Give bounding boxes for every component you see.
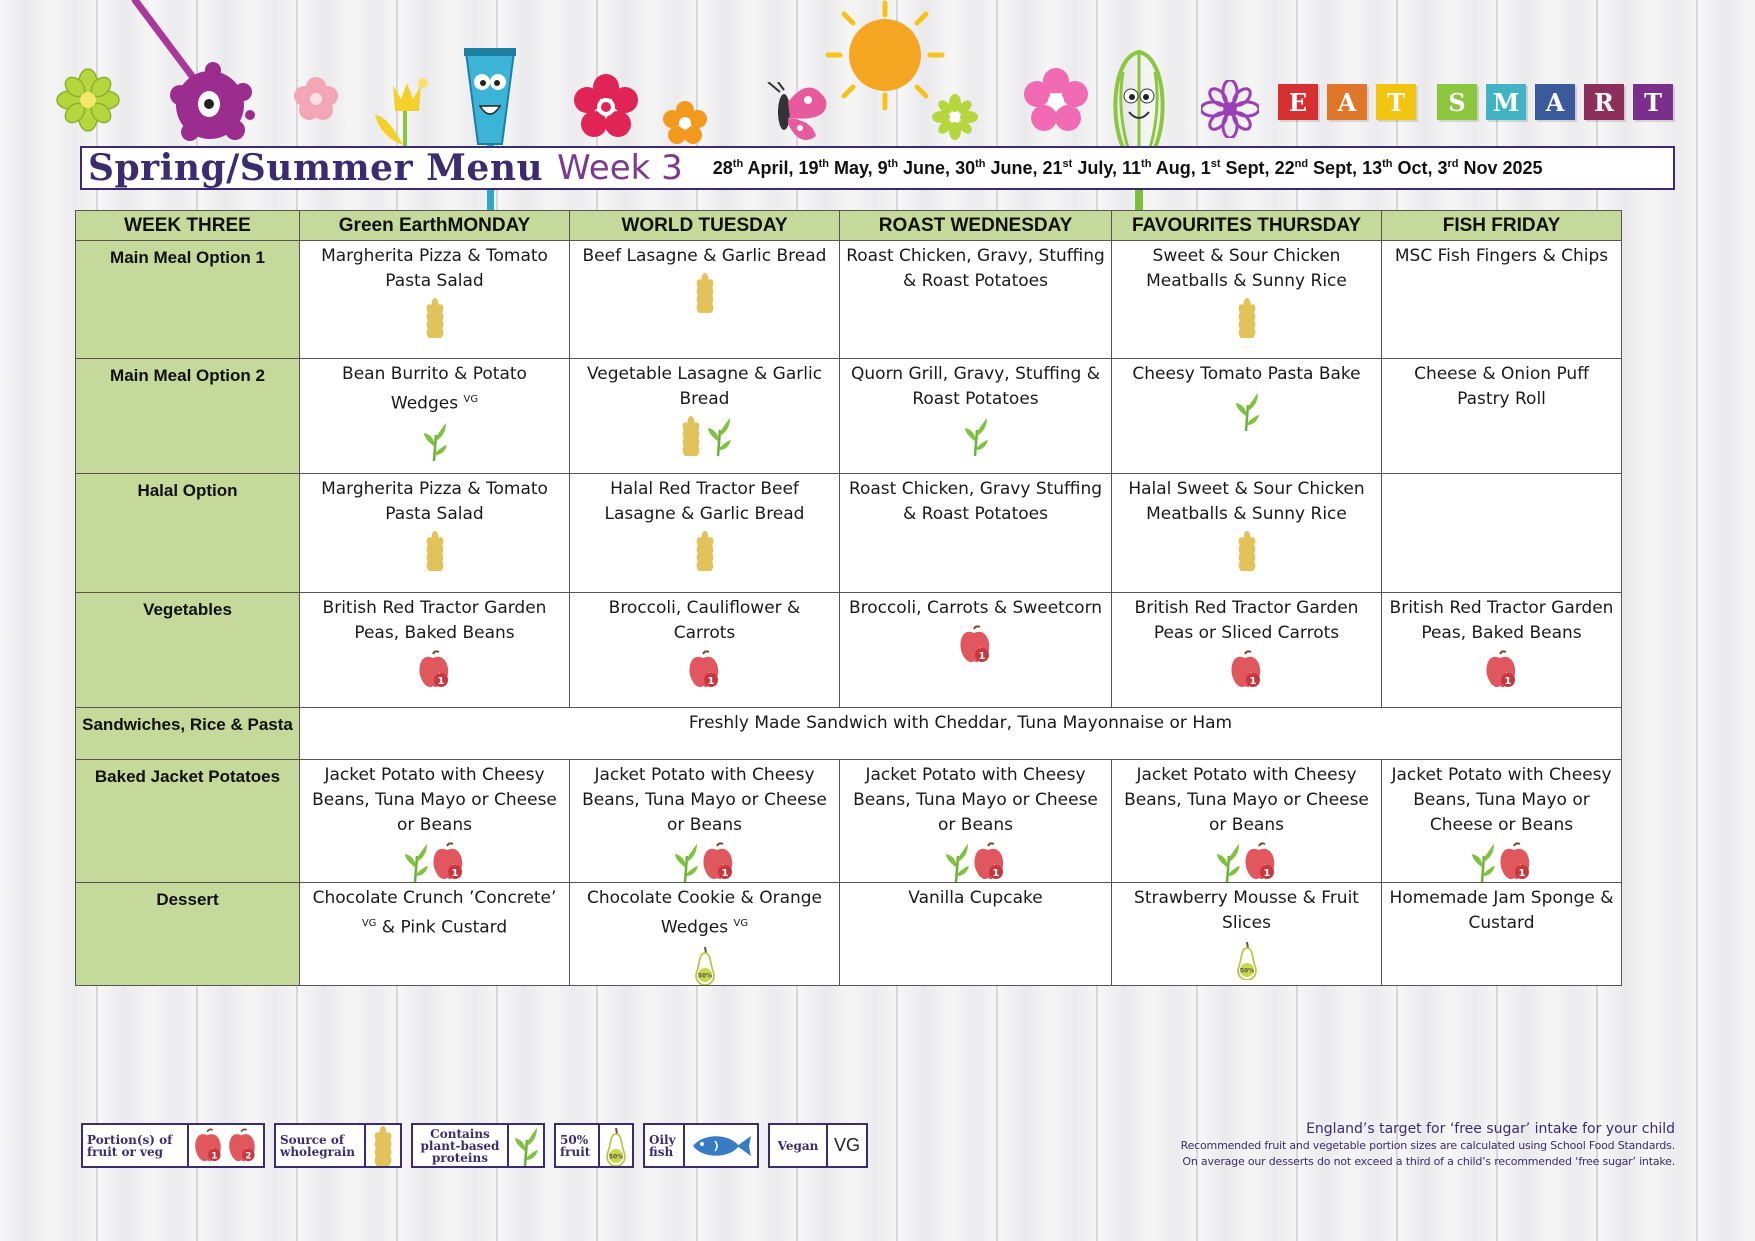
date-number: 30 [955,157,976,178]
menu-cell-monday [300,760,570,883]
menu-cell-wednesday [840,359,1112,474]
date-ordinal: th [1141,157,1152,170]
dish-name: Vegetable Lasagne & Garlic Bread [586,364,823,409]
dish-name: Sweet & Sour Chicken Meatballs & Sunny Rice [1146,246,1347,291]
fruit-portion-icon [1484,650,1520,690]
dish-name: Jacket Potato with Cheesy Beans, Tuna Mayo or Cheese or Beans [312,765,557,835]
row-label: Dessert [76,883,300,986]
dietary-icons [306,650,563,690]
legend [81,1123,868,1168]
dietary-icons [576,842,833,882]
dietary-icons [576,531,833,571]
vegan-marker: VG [361,918,377,929]
row-label: Vegetables [76,593,300,708]
dish-text [576,763,833,838]
legend-wholegrain [274,1123,402,1168]
svg-text:1: 1 [978,651,985,662]
plant-protein-icon [1234,391,1260,431]
dish-text [1388,763,1615,838]
menu-row [76,708,1622,760]
menu-cell-monday [300,359,570,474]
menu-cell-wednesday [840,241,1112,359]
wholegrain-icon [678,416,704,456]
vegan-marker: VG [733,918,749,929]
plant-protein-icon [422,421,448,461]
date-month: April, [743,157,799,178]
dish-name: Vanilla Cupcake [908,888,1043,908]
dish-text [576,244,833,269]
plant-protein-icon [1470,842,1496,882]
logo-letter-tile: T [1376,84,1416,120]
wholegrain-icon [692,273,718,313]
date-entry [1275,158,1363,178]
svg-text:1: 1 [707,676,714,687]
wholegrain-icon [370,1126,396,1166]
dish-text [306,763,563,838]
sugar-footnote [1115,1120,1675,1170]
plant-protein-icon [706,416,732,456]
dish-text [846,596,1105,621]
date-entry [1043,158,1123,178]
day-header-tuesday: WORLD TUESDAY [570,211,840,241]
menu-cell-monday [300,241,570,359]
dish-text [306,477,563,527]
dish-name: Chocolate Crunch ’Concrete’ [312,888,557,908]
tulip-yellow-icon [375,75,445,150]
dietary-icons [846,625,1105,665]
legend-plant-protein-label: Contains plant-based proteins [413,1125,509,1166]
dish-text [846,244,1105,294]
menu-cell-friday [1382,474,1622,593]
logo-letter-tile: A [1327,84,1367,120]
svg-text:1: 1 [1504,676,1511,687]
dietary-icons [576,650,833,690]
svg-text:2: 2 [245,1150,252,1161]
dish-text [306,886,563,941]
date-month: Nov 2025 [1458,157,1543,178]
legend-vegan [768,1123,868,1168]
plant-protein-icon [513,1126,539,1166]
week-label-header: WEEK THREE [76,211,300,241]
dish-text [846,886,1105,911]
menu-cell-tuesday [570,593,840,708]
dietary-icons [576,416,833,456]
legend-plant-protein [411,1123,545,1168]
date-entry [799,158,878,178]
date-entry [878,158,955,178]
menu-cell-monday [300,593,570,708]
legend-oily-fish [643,1123,759,1168]
logo-letter-tile: A [1535,84,1575,120]
pear-icon [1235,940,1259,980]
dish-text [1388,244,1615,269]
plant-protein-icon [944,842,970,882]
menu-cell-tuesday [570,474,840,593]
menu-cell-friday [1382,359,1622,474]
fruit-portion-icon [687,650,723,690]
fruit-portion-icon [972,842,1008,882]
dish-name: Halal Sweet & Sour Chicken Meatballs & Sunny Rice [1128,479,1365,524]
dish-text [1118,886,1375,936]
dietary-icons [306,531,563,571]
menu-cell-thursday [1112,760,1382,883]
dish-text [1388,886,1615,936]
date-month: June, [985,157,1043,178]
date-ordinal: st [1062,157,1073,170]
menu-cell-thursday [1112,359,1382,474]
date-month: May, [828,157,878,178]
date-entry [1201,158,1275,178]
dish-name: Chocolate Cookie & Orange Wedges [586,888,823,938]
wholegrain-icon [422,531,448,571]
flower-green-icon [56,68,120,132]
spatula-splat-icon [125,0,265,150]
menu-cell-friday [1382,883,1622,986]
dish-name: Margherita Pizza & Tomato Pasta Salad [321,246,548,291]
menu-cell-tuesday [570,359,840,474]
fruit-portion-icon [193,1128,225,1164]
row-label: Main Meal Option 1 [76,241,300,359]
wholegrain-icon [1234,531,1260,571]
date-ordinal: nd [1294,157,1309,170]
menu-cell-monday [300,474,570,593]
legend-oily-fish-label: Oily fish [645,1125,685,1166]
menu-cell-all-days: Freshly Made Sandwich with Cheddar, Tuna Mayonnaise or Ham [300,708,1622,760]
dietary-icons [1118,842,1375,882]
vegan-symbol: VG [833,1135,860,1155]
date-number: 9 [877,157,888,178]
date-ordinal: rd [1447,157,1459,170]
menu-cell-thursday [1112,593,1382,708]
fish-icon [689,1131,753,1161]
fruit-portion-icon [701,842,737,882]
dish-name: British Red Tractor Garden Peas, Baked Beans [322,598,547,643]
date-entry [713,158,799,178]
menu-cell-thursday [1112,241,1382,359]
menu-cell-wednesday [840,883,1112,986]
date-month: July, [1072,157,1122,178]
wholegrain-icon [692,531,718,571]
dish-name: Roast Chicken, Gravy Stuffing & Roast Potatoes [848,479,1103,524]
dietary-icons [306,421,563,461]
legend-fruit-veg [81,1123,265,1168]
svg-text:1: 1 [1263,868,1270,879]
wholegrain-icon [422,298,448,338]
dish-name: Halal Red Tractor Beef Lasagne & Garlic Bread [604,479,805,524]
dish-text [1118,244,1375,294]
row-label: Baked Jacket Potatoes [76,760,300,883]
dish-text [1118,763,1375,838]
row-label: Sandwiches, Rice & Pasta [76,708,300,760]
dietary-icons [846,416,1105,456]
dish-text [306,596,563,646]
dish-name: MSC Fish Fingers & Chips [1394,246,1609,266]
fruit-portion-icon [189,1125,263,1166]
menu-cell-thursday [1112,883,1382,986]
plant-protein-icon [1215,842,1241,882]
vegan-marker: VG [463,394,479,405]
logo-letter-tile: S [1437,84,1477,120]
logo-letter-tile: E [1278,84,1318,120]
menu-cell-friday [1382,241,1622,359]
logo-letter-tile: M [1486,84,1526,120]
menu-cell-thursday [1112,474,1382,593]
date-entry [955,158,1042,178]
dietary-icons [1118,531,1375,571]
dietary-icons [1388,842,1615,882]
eat-smart-logo [1278,84,1682,120]
svg-text:1: 1 [451,868,458,879]
svg-text:1: 1 [1518,868,1525,879]
dietary-icons [306,298,563,338]
row-label: Main Meal Option 2 [76,359,300,474]
footnote-line-desserts: On average our desserts do not exceed a third of a child’s recommended ‘free sugar’ intake. [1182,1155,1675,1168]
row-label: Halal Option [76,474,300,593]
svg-text:50%: 50% [697,972,712,980]
legend-vegan-label: Vegan [770,1125,828,1166]
pear-icon [604,1126,628,1166]
date-month: Oct, [1392,157,1438,178]
dish-name: Broccoli, Carrots & Sweetcorn [848,598,1103,618]
menu-cell-monday [300,883,570,986]
flower-pink-icon [293,76,339,122]
svg-text:1: 1 [211,1150,218,1161]
dish-name: Homemade Jam Sponge & Custard [1389,888,1614,933]
svg-text:50%: 50% [1239,967,1254,975]
date-number: 19 [798,157,819,178]
date-month: Sept, [1220,157,1275,178]
logo-letter-tile: T [1633,84,1673,120]
dish-text [846,763,1105,838]
plant-protein-icon [963,416,989,456]
menu-table [75,210,1622,986]
dish-name: Margherita Pizza & Tomato Pasta Salad [321,479,548,524]
date-number: 1 [1200,157,1211,178]
dish-name: British Red Tractor Garden Peas or Sliced Carrots [1134,598,1359,643]
dish-name: Bean Burrito & Potato Wedges [342,364,527,414]
menu-title-bar [80,146,1675,190]
dish-text [1118,477,1375,527]
date-entry [1122,158,1201,178]
dietary-icons [1118,650,1375,690]
svg-text:1: 1 [1249,676,1256,687]
wholegrain-icon [1234,298,1260,338]
plant-protein-icon [403,842,429,882]
menu-header-row [76,211,1622,241]
dish-text [1388,362,1615,412]
fruit-portion-icon [431,842,467,882]
menu-dates [713,158,1543,179]
dish-text [306,244,563,294]
dish-text [846,477,1105,527]
date-number: 11 [1122,157,1142,178]
fruit-portion-icon [227,1128,259,1164]
day-header-monday: Green EarthMONDAY [300,211,570,241]
menu-week-label: Week 3 [557,148,683,188]
logo-letter-tile: R [1584,84,1624,120]
day-header-friday: FISH FRIDAY [1382,211,1622,241]
dish-name: Strawberry Mousse & Fruit Slices [1134,888,1359,933]
dish-name: Beef Lasagne & Garlic Bread [582,246,827,266]
dish-name: Roast Chicken, Gravy, Stuffing & Roast Potatoes [846,246,1105,291]
menu-title: Spring/Summer Menu [88,147,544,189]
menu-cell-friday [1382,593,1622,708]
date-ordinal: th [887,157,899,170]
date-number: 22 [1274,157,1295,178]
dish-name: Jacket Potato with Cheesy Beans, Tuna Mayo or Cheese or Beans [853,765,1098,835]
fish-icon [685,1125,757,1166]
dish-text [1388,596,1615,646]
footnote-heading: England’s target for ‘free sugar’ intake for your child [1306,1121,1675,1137]
dish-text [1118,362,1375,387]
dish-text [576,362,833,412]
date-ordinal: st [1210,157,1221,170]
svg-text:50%: 50% [608,1153,624,1160]
dish-name: Broccoli, Cauliflower & Carrots [608,598,801,643]
menu-row [76,593,1622,708]
date-entry [1438,158,1543,178]
menu-row [76,883,1622,986]
flower-magenta-icon [1023,68,1089,134]
menu-cell-tuesday [570,883,840,986]
menu-row [76,760,1622,883]
menu-row [76,241,1622,359]
svg-text:1: 1 [437,676,444,687]
dietary-icons [1388,650,1615,690]
dish-text [846,362,1105,412]
pear-icon [693,945,717,985]
fruit-portion-icon [1229,650,1265,690]
svg-text:1: 1 [721,868,728,879]
dish-text [576,477,833,527]
wholegrain-icon [366,1125,400,1166]
date-number: 13 [1362,157,1383,178]
day-header-thursday: FAVOURITES THURSDAY [1112,211,1382,241]
dish-name-continued: & Pink Custard [376,917,508,938]
menu-cell-wednesday [840,474,1112,593]
menu-cell-wednesday [840,760,1112,883]
flower-purple-icon [1201,80,1259,138]
menu-cell-friday [1382,760,1622,883]
legend-fifty-fruit [554,1123,634,1168]
pear-icon [600,1125,632,1166]
dish-text [576,886,833,941]
sun-icon [820,0,950,115]
date-number: 21 [1042,157,1063,178]
date-number: 28 [712,157,733,178]
dietary-icons [1118,940,1375,980]
fruit-portion-icon [417,650,453,690]
date-entry [1362,158,1437,178]
menu-row [76,474,1622,593]
date-ordinal: th [1382,157,1393,170]
date-ordinal: th [818,157,829,170]
fruit-portion-icon [958,625,994,665]
dish-text [576,596,833,646]
svg-text:1: 1 [992,868,999,879]
date-ordinal: th [975,157,986,170]
dish-name: Jacket Potato with Cheesy Beans, Tuna Mayo or Cheese or Beans [1124,765,1369,835]
dish-name: Cheese & Onion Puff Pastry Roll [1414,364,1589,409]
date-month: June, [898,157,956,178]
date-month: Sept, [1308,157,1363,178]
fruit-portion-icon [1243,842,1279,882]
flower-red-icon [573,74,639,140]
menu-cell-tuesday [570,760,840,883]
dietary-icons [576,945,833,985]
legend-fifty-fruit-label: 50% fruit [556,1125,600,1166]
dish-name: British Red Tractor Garden Peas, Baked Beans [1389,598,1614,643]
date-number: 3 [1437,157,1448,178]
day-header-wednesday: ROAST WEDNESDAY [840,211,1112,241]
flower-lime-icon [932,94,978,140]
dish-name: Jacket Potato with Cheesy Beans, Tuna Mayo or Cheese or Beans [582,765,827,835]
dietary-icons [1118,391,1375,431]
dietary-icons [846,842,1105,882]
menu-row [76,359,1622,474]
dish-name: Jacket Potato with Cheesy Beans, Tuna Mayo or Cheese or Beans [1391,765,1612,835]
dish-name: Quorn Grill, Gravy, Stuffing & Roast Potatoes [851,364,1100,409]
menu-cell-tuesday [570,241,840,359]
fruit-portion-icon [1498,842,1534,882]
legend-fruit-veg-label: Portion(s) of fruit or veg [83,1125,189,1166]
plant-protein-icon [673,842,699,882]
dish-text [306,362,563,417]
dietary-icons [576,273,833,313]
dietary-icons [1118,298,1375,338]
footnote-line-portions: Recommended fruit and vegetable portion sizes are calculated using School Food Standards. [1180,1139,1675,1152]
date-month: Aug, [1151,157,1201,178]
menu-cell-wednesday [840,593,1112,708]
dietary-icons [306,842,563,882]
dish-text [1118,596,1375,646]
plant-protein-icon [509,1125,543,1166]
dish-name: Cheesy Tomato Pasta Bake [1132,364,1361,384]
date-ordinal: th [732,157,744,170]
flower-orange-icon [662,100,708,146]
legend-wholegrain-label: Source of wholegrain [276,1125,366,1166]
